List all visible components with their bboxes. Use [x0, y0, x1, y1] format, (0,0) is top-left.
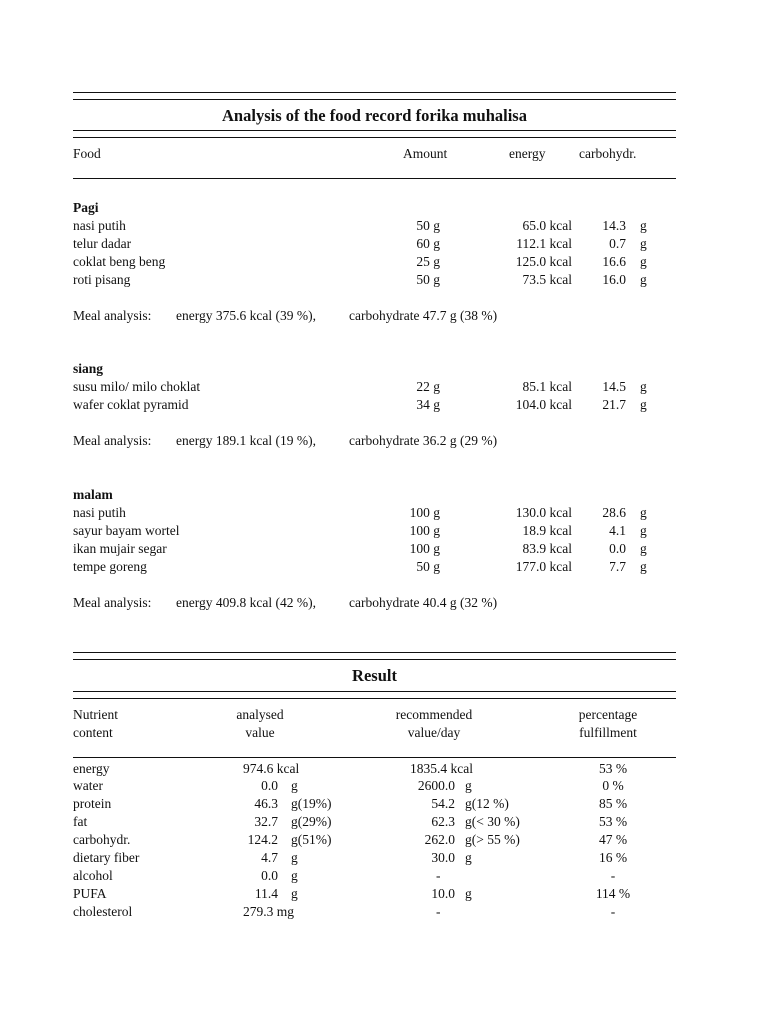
nutrient-name: dietary fiber [73, 850, 140, 865]
recommended-value: 30.0 [431, 850, 455, 865]
result-title: Result [352, 666, 397, 685]
recommended-value: 54.2 [431, 796, 455, 811]
nutrient-name: protein [73, 796, 112, 811]
analysed-unit: g [291, 868, 298, 883]
nutrient-name: energy [73, 761, 110, 776]
food-name: telur dadar [73, 236, 132, 251]
food-amount: 25 g [416, 254, 440, 269]
result-header-rule [73, 757, 676, 758]
food-energy: 112.1 kcal [516, 236, 572, 251]
food-energy: 85.1 kcal [522, 379, 572, 394]
meal-title: malam [73, 487, 113, 502]
recommended-unit: g [465, 778, 472, 793]
food-carbohydrate: 0.7 [609, 236, 626, 251]
recommended-unit: g [465, 850, 472, 865]
food-amount: 34 g [416, 397, 440, 412]
fulfillment-percentage: 85 % [598, 796, 628, 811]
recommended-unit: g(12 %) [465, 796, 509, 811]
meal-analysis-energy: energy 409.8 kcal (42 %), [176, 595, 316, 610]
food-energy: 104.0 kcal [515, 397, 572, 412]
food-carbohydrate: 14.3 [602, 218, 626, 233]
food-amount: 50 g [416, 218, 440, 233]
fulfillment-percentage: - [610, 904, 616, 919]
analysed-value: 46.3 [254, 796, 278, 811]
food-carbohydrate-unit: g [640, 541, 647, 556]
double-rule-title-bottom [73, 130, 676, 138]
food-amount: 22 g [416, 379, 440, 394]
analysed-value: 0.0 [261, 868, 278, 883]
food-carbohydrate: 16.0 [602, 272, 626, 287]
analysed-value: 974.6 kcal [243, 761, 300, 776]
column-header-food: Food [73, 146, 101, 161]
nutrient-name: cholesterol [73, 904, 133, 919]
recommended-value: 1835.4 kcal [410, 761, 473, 776]
fulfillment-percentage: 53 % [598, 814, 628, 829]
analysed-unit: g [291, 886, 298, 901]
result-header-percentage-sub: fulfillment [579, 725, 637, 740]
result-header-analysed-sub: value [245, 725, 275, 740]
food-name: nasi putih [73, 505, 126, 520]
analysed-unit: g(51%) [291, 832, 332, 847]
header-rule [73, 178, 676, 179]
food-amount: 50 g [416, 559, 440, 574]
result-header-analysed: analysed [236, 707, 284, 722]
result-header-nutrient: Nutrient [73, 707, 118, 722]
result-header-recommended: recommended [395, 707, 473, 722]
food-amount: 100 g [409, 523, 440, 538]
analysed-value: 279.3 mg [243, 904, 295, 919]
result-header-percentage: percentage [578, 707, 638, 722]
analysed-unit: g(29%) [291, 814, 332, 829]
food-energy: 73.5 kcal [522, 272, 572, 287]
food-carbohydrate: 28.6 [602, 505, 626, 520]
food-energy: 65.0 kcal [522, 218, 572, 233]
meal-title: siang [73, 361, 104, 376]
food-amount: 100 g [409, 541, 440, 556]
meal-analysis-carbohydrate: carbohydrate 47.7 g (38 %) [349, 308, 498, 323]
column-header-carbohydrate: carbohydr. [579, 146, 637, 161]
analysed-unit: g [291, 850, 298, 865]
double-rule-result-bottom [73, 691, 676, 699]
food-name: coklat beng beng [73, 254, 166, 269]
food-carbohydrate-unit: g [640, 523, 647, 538]
nutrient-name: PUFA [73, 886, 107, 901]
analysed-value: 0.0 [261, 778, 278, 793]
food-carbohydrate-unit: g [640, 505, 647, 520]
food-energy: 83.9 kcal [522, 541, 572, 556]
meal-analysis-carbohydrate: carbohydrate 36.2 g (29 %) [349, 433, 498, 448]
recommended-value: 2600.0 [417, 778, 455, 793]
recommended-value: 10.0 [431, 886, 455, 901]
recommended-unit: g(> 55 %) [465, 832, 520, 847]
food-name: wafer coklat pyramid [73, 397, 189, 412]
fulfillment-percentage: - [610, 868, 616, 883]
food-carbohydrate: 4.1 [609, 523, 626, 538]
food-carbohydrate: 14.5 [602, 379, 626, 394]
food-carbohydrate: 0.0 [609, 541, 626, 556]
recommended-value: 262.0 [424, 832, 455, 847]
recommended-unit: g [465, 886, 472, 901]
food-energy: 125.0 kcal [515, 254, 572, 269]
food-name: roti pisang [73, 272, 131, 287]
food-amount: 60 g [416, 236, 440, 251]
meal-analysis-carbohydrate: carbohydrate 40.4 g (32 %) [349, 595, 498, 610]
food-carbohydrate-unit: g [640, 272, 647, 287]
food-carbohydrate-unit: g [640, 218, 647, 233]
double-rule-top [73, 92, 676, 100]
meal-analysis-label: Meal analysis: [73, 308, 152, 323]
fulfillment-percentage: 114 % [595, 886, 631, 901]
analysed-value: 4.7 [261, 850, 278, 865]
recommended-value: - [436, 904, 441, 919]
meal-analysis-energy: energy 375.6 kcal (39 %), [176, 308, 316, 323]
food-name: sayur bayam wortel [73, 523, 180, 538]
recommended-value: 62.3 [431, 814, 455, 829]
food-name: nasi putih [73, 218, 126, 233]
food-energy: 18.9 kcal [522, 523, 572, 538]
column-header-amount: Amount [403, 146, 448, 161]
analysed-unit: g [291, 778, 298, 793]
food-carbohydrate-unit: g [640, 379, 647, 394]
double-rule-result-top [73, 652, 676, 660]
food-carbohydrate-unit: g [640, 559, 647, 574]
analysed-value: 124.2 [247, 832, 278, 847]
meal-title: Pagi [73, 200, 99, 215]
page-title: Analysis of the food record forika muhalisa [222, 106, 527, 125]
food-name: tempe goreng [73, 559, 147, 574]
meal-analysis-label: Meal analysis: [73, 595, 152, 610]
food-name: ikan mujair segar [73, 541, 167, 556]
result-header-recommended-sub: value/day [407, 725, 461, 740]
food-carbohydrate: 21.7 [602, 397, 626, 412]
food-amount: 100 g [409, 505, 440, 520]
nutrient-name: carbohydr. [73, 832, 131, 847]
meal-analysis-label: Meal analysis: [73, 433, 152, 448]
food-energy: 177.0 kcal [515, 559, 572, 574]
food-amount: 50 g [416, 272, 440, 287]
fulfillment-percentage: 47 % [598, 832, 628, 847]
food-carbohydrate-unit: g [640, 254, 647, 269]
recommended-value: - [436, 868, 441, 883]
food-name: susu milo/ milo choklat [73, 379, 201, 394]
food-carbohydrate: 7.7 [609, 559, 626, 574]
analysed-unit: g(19%) [291, 796, 332, 811]
food-carbohydrate-unit: g [640, 236, 647, 251]
food-energy: 130.0 kcal [515, 505, 572, 520]
result-header-nutrient-sub: content [73, 725, 113, 740]
fulfillment-percentage: 53 % [598, 761, 628, 776]
nutrient-name: alcohol [73, 868, 113, 883]
fulfillment-percentage: 0 % [602, 778, 624, 793]
analysed-value: 11.4 [254, 886, 278, 901]
analysed-value: 32.7 [254, 814, 278, 829]
food-carbohydrate: 16.6 [602, 254, 626, 269]
nutrient-name: fat [73, 814, 88, 829]
recommended-unit: g(< 30 %) [465, 814, 520, 829]
food-carbohydrate-unit: g [640, 397, 647, 412]
fulfillment-percentage: 16 % [598, 850, 628, 865]
column-header-energy: energy [509, 146, 546, 161]
nutrient-name: water [73, 778, 103, 793]
meal-analysis-energy: energy 189.1 kcal (19 %), [176, 433, 316, 448]
